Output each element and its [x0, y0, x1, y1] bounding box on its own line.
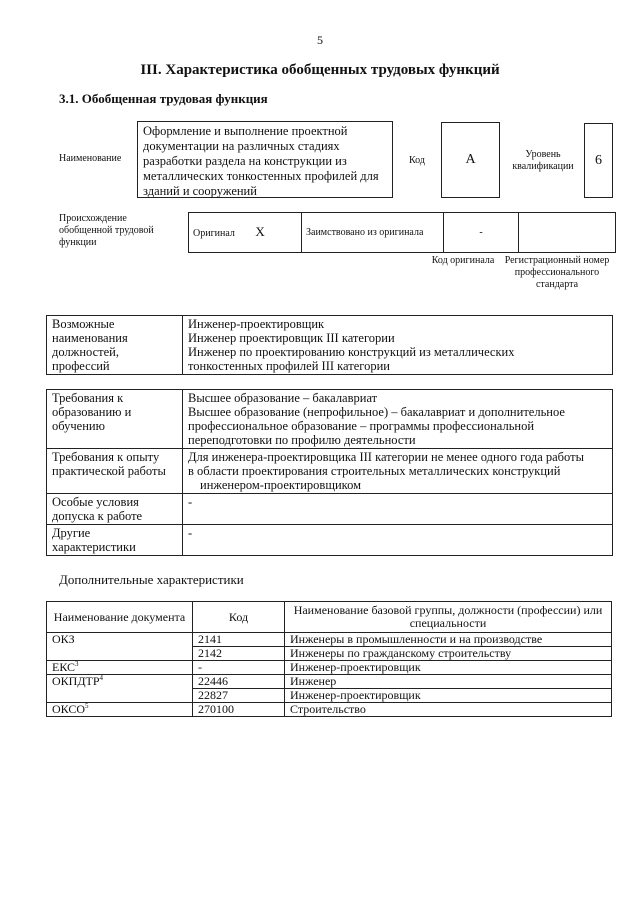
function-name-box [137, 121, 393, 198]
origin-table [188, 212, 616, 253]
positions-label: Возможные наименования должностей, профессий [47, 316, 183, 375]
doc-cell [47, 633, 193, 661]
table-row [47, 703, 612, 717]
requirement-label: Требования к образованию и обучению [47, 390, 183, 449]
code-cell: 22446 [193, 675, 285, 689]
section-title: III. Характеристика обобщенных трудовых функций [140, 62, 500, 78]
position-line: Инженер-проектировщик [188, 317, 325, 331]
code-box [441, 122, 500, 198]
doc-name: ОКЗ [52, 632, 75, 646]
footnote-ref: 4 [99, 674, 104, 682]
requirement-value [183, 449, 613, 494]
requirement-line: Для инженера-проектировщика III категории не менее одного года работы [188, 450, 584, 464]
original-label: Оригинал [193, 227, 235, 239]
doc-cell [47, 675, 193, 703]
code-cell: - [193, 661, 285, 675]
position-line: тонкостенных профилей III категории [188, 359, 390, 373]
function-name: Оформление и выполнение проектной документации на различных стадиях разработки раздела на конструкции из металлических тонкостенных профилей для зданий и сооружений [143, 124, 379, 198]
reg-number-label: Регистрационный номер профессионального стандарта [504, 255, 610, 290]
requirement-row [47, 449, 613, 494]
code-label: Код [409, 155, 425, 166]
position-line: Инженер по проектированию конструкций из металлических [188, 345, 515, 359]
code-cell: 270100 [193, 703, 285, 717]
requirement-line: Высшее образование (непрофильное) – бакалавриат и дополнительное [188, 405, 565, 419]
doc-cell [47, 661, 193, 675]
requirement-line: профессиональное образование – программы профессиональной [188, 419, 535, 433]
name-cell: Инженер-проектировщик [285, 689, 612, 703]
requirement-row [47, 494, 613, 525]
header-code: Код [193, 602, 285, 633]
requirements-table [46, 389, 613, 556]
doc-name: ЕКС [52, 660, 76, 674]
requirement-value [183, 390, 613, 449]
name-cell: Инженеры в промышленности и на производстве [285, 633, 612, 647]
code-original-label: Код оригинала [431, 255, 495, 266]
origin-label: Происхождение обобщенной трудовой функции [59, 213, 154, 248]
requirement-value: - [183, 494, 613, 525]
requirement-line: в области проектирования строительных металлических конструкций [188, 464, 561, 478]
doc-cell [47, 703, 193, 717]
level-box [584, 123, 613, 198]
doc-name: ОКПДТР [52, 674, 100, 688]
requirement-value: - [183, 525, 613, 556]
requirement-label: Другие характеристики [47, 525, 183, 556]
code-cell: 22827 [193, 689, 285, 703]
page-number: 5 [317, 33, 323, 47]
position-line: Инженер проектировщик III категории [188, 331, 395, 345]
requirement-line: переподготовки по профилю деятельности [188, 433, 416, 447]
code-value: А [465, 152, 476, 167]
doc-name: ОКСО [52, 702, 86, 716]
origin-reg-cell [519, 213, 616, 253]
name-label: Наименование [59, 153, 122, 164]
footnote-ref: 3 [75, 660, 79, 668]
table-row [47, 661, 612, 675]
positions-table [46, 315, 613, 375]
header-name: Наименование базовой группы, должности (профессии) или специальности [285, 602, 612, 633]
positions-cell [183, 316, 613, 375]
header-doc: Наименование документа [47, 602, 193, 633]
extra-title: Дополнительные характеристики [59, 572, 244, 587]
requirement-label: Особые условия допуска к работе [47, 494, 183, 525]
table-row [47, 633, 612, 647]
table-row [47, 675, 612, 689]
origin-original-cell [189, 213, 302, 253]
code-cell: 2141 [193, 633, 285, 647]
name-cell: Инженер [285, 675, 612, 689]
name-cell: Инженеры по гражданскому строительству [285, 647, 612, 661]
requirement-label: Требования к опыту практической работы [47, 449, 183, 494]
requirement-line: инженером-проектировщиком [200, 478, 361, 492]
name-cell: Инженер-проектировщик [285, 661, 612, 675]
original-mark: X [255, 223, 265, 239]
extra-table [46, 601, 612, 717]
borrowed-label: Заимствовано из оригинала [302, 213, 444, 253]
subsection-title: 3.1. Обобщенная трудовая функция [59, 91, 268, 106]
requirement-line: Высшее образование – бакалавриат [188, 391, 378, 405]
origin-dash: - [444, 213, 519, 253]
requirement-row [47, 390, 613, 449]
name-cell: Строительство [285, 703, 612, 717]
requirement-row [47, 525, 613, 556]
level-value: 6 [595, 152, 602, 168]
footnote-ref: 5 [85, 702, 89, 710]
code-cell: 2142 [193, 647, 285, 661]
level-label: Уровень квалификации [512, 149, 574, 172]
